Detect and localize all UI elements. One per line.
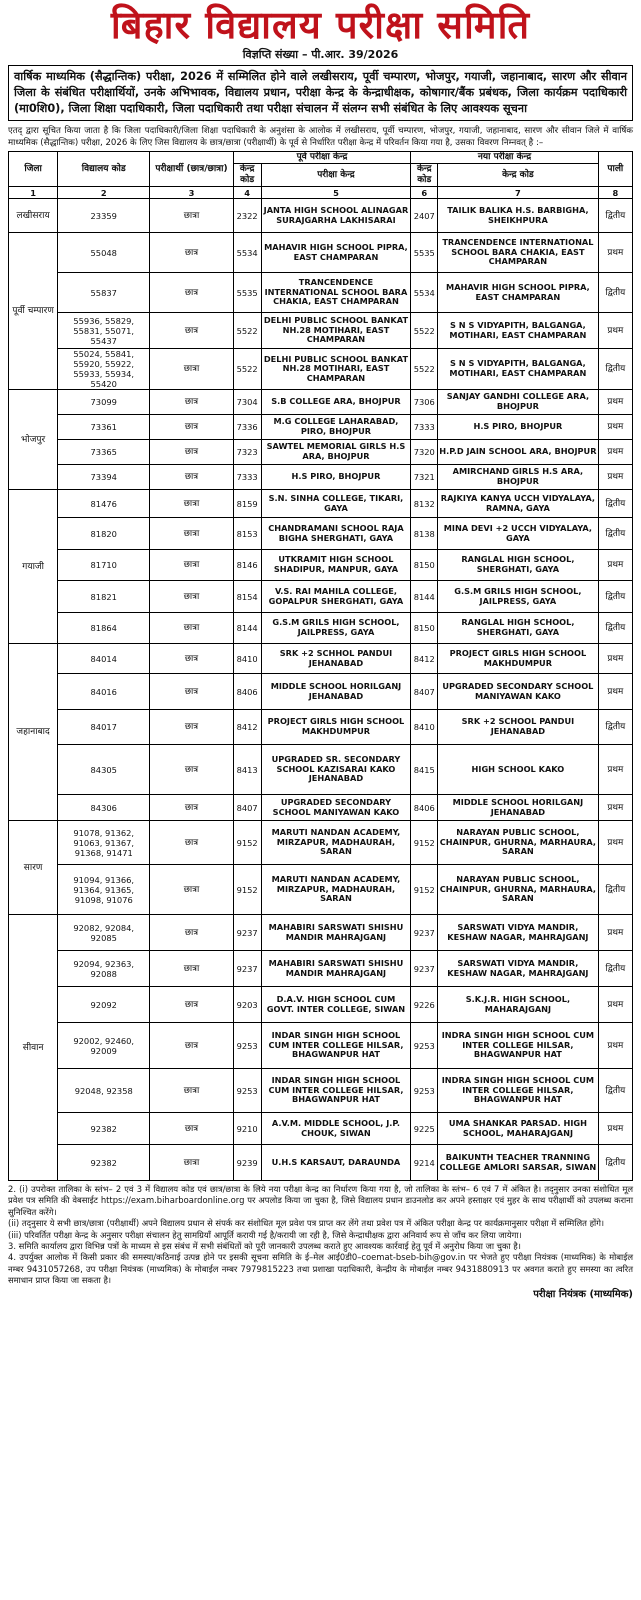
shift-cell: द्वितीय (598, 865, 632, 915)
shift-cell: प्रथम (598, 440, 632, 465)
new-center-code-cell: 9152 (411, 821, 438, 865)
school-code-cell: 55837 (58, 273, 150, 313)
prev-center-code-cell: 8406 (233, 674, 261, 710)
school-code-cell: 91094, 91366, 91364, 91365, 91098, 91076 (58, 865, 150, 915)
shift-cell: द्वितीय (598, 349, 632, 390)
examinee-cell: छात्र (150, 1023, 233, 1069)
school-code-cell: 84016 (58, 674, 150, 710)
table-row (9, 550, 633, 581)
shift-cell: प्रथम (598, 987, 632, 1023)
shift-cell: द्वितीय (598, 518, 632, 550)
prev-center-code-cell: 7304 (233, 390, 261, 415)
prev-center-code-cell: 8153 (233, 518, 261, 550)
district-cell: गयाजी (9, 490, 58, 644)
examinee-cell: छात्रा (150, 1069, 233, 1113)
notice-number: विज्ञप्ति संख्या – पी.आर. 39/2026 (242, 48, 399, 61)
new-center-code-cell: 9253 (411, 1023, 438, 1069)
examinee-cell: छात्र (150, 233, 233, 273)
examinee-cell: छात्र (150, 273, 233, 313)
new-center-code-cell: 9225 (411, 1113, 438, 1145)
new-center-code-cell: 9253 (411, 1069, 438, 1113)
table-row (9, 613, 633, 644)
examinee-cell: छात्र (150, 390, 233, 415)
new-center-name-cell: HIGH SCHOOL KAKO (438, 745, 599, 795)
new-center-name-cell: H.S PIRO, BHOJPUR (438, 415, 599, 440)
school-code-cell: 92092 (58, 987, 150, 1023)
table-row (9, 745, 633, 795)
prev-center-name-cell: UPGRADED SR. SECONDARY SCHOOL KAZISARAI KAKO JEHANABAD (261, 745, 411, 795)
prev-center-name-cell: SAWTEL MEMORIAL GIRLS H.S ARA, BHOJPUR (261, 440, 411, 465)
shift-cell: प्रथम (598, 313, 632, 349)
examinee-cell: छात्रा (150, 613, 233, 644)
column-number-row (9, 187, 633, 199)
footer-point-2-ii: (ii) तद्नुसार ये सभी छात्र/छात्रा (परीक्षार्थी) अपने विद्यालय प्रधान से संपर्क कर संशोधित मूल प्रवेश पत्र प्राप्त कर लेंगे तथा प्रवेश पत्र में अंकित परीक्षा केन्द्र पर कार्यक्रमानुसार परीक्षा में सम्मिलित होंगे। (8, 1218, 605, 1229)
prev-center-name-cell: UPGRADED SECONDARY SCHOOL MANIYAWAN KAKO (261, 795, 411, 821)
column-number: 3 (150, 187, 233, 199)
th-previous-center: पूर्व परीक्षा केन्द्र (233, 152, 411, 164)
prev-center-name-cell: MAHAVIR HIGH SCHOOL PIPRA, EAST CHAMPARAN (261, 233, 411, 273)
school-code-cell: 81820 (58, 518, 150, 550)
column-number: 8 (598, 187, 632, 199)
prev-center-code-cell: 8407 (233, 795, 261, 821)
new-center-name-cell: MAHAVIR HIGH SCHOOL PIPRA, EAST CHAMPARAN (438, 273, 599, 313)
column-number: 5 (261, 187, 411, 199)
prev-center-name-cell: PROJECT GIRLS HIGH SCHOOL MAKHDUMPUR (261, 710, 411, 745)
school-code-cell: 73394 (58, 465, 150, 490)
school-code-cell: 81864 (58, 613, 150, 644)
new-center-name-cell: RAJKIYA KANYA UCCH VIDYALAYA, RAMNA, GAYA (438, 490, 599, 518)
new-center-code-cell: 7320 (411, 440, 438, 465)
prev-center-code-cell: 2322 (233, 199, 261, 233)
column-number: 4 (233, 187, 261, 199)
new-center-name-cell: S.K.J.R. HIGH SCHOOL, MAHARAJGANJ (438, 987, 599, 1023)
shift-cell: द्वितीय (598, 581, 632, 613)
new-center-code-cell: 8412 (411, 644, 438, 674)
new-center-name-cell: BAIKUNTH TEACHER TRANNING COLLEGE AMLORI SARSAR, SIWAN (438, 1145, 599, 1181)
table-row (9, 1113, 633, 1145)
prev-center-name-cell: DELHI PUBLIC SCHOOL BANKAT NH.28 MOTIHARI, EAST CHAMPARAN (261, 349, 411, 390)
prev-center-code-cell: 9253 (233, 1023, 261, 1069)
new-center-code-cell: 7333 (411, 415, 438, 440)
footer-point-3: 3. समिति कार्यालय द्वारा विभिन्न पत्रों के माध्यम से इस संबंध में सभी संबंधितों को पूरी जानकारी उपलब्ध कराते हुए आवश्यक कार्रवाई हेतु पूर्व में अनुरोध किया जा चुका है। (8, 1241, 521, 1252)
new-center-name-cell: RANGLAL HIGH SCHOOL, SHERGHATI, GAYA (438, 613, 599, 644)
th-new-center-name: केन्द्र कोड (438, 164, 599, 187)
new-center-name-cell: SRK +2 SCHOOL PANDUI JEHANABAD (438, 710, 599, 745)
prev-center-code-cell: 8410 (233, 644, 261, 674)
table-row (9, 1145, 633, 1181)
new-center-code-cell: 5522 (411, 349, 438, 390)
examinee-cell: छात्र (150, 710, 233, 745)
prev-center-code-cell: 8412 (233, 710, 261, 745)
examinee-cell: छात्रा (150, 518, 233, 550)
new-center-name-cell: SARSWATI VIDYA MANDIR, KESHAW NAGAR, MAHRAJGANJ (438, 951, 599, 987)
examinee-cell: छात्र (150, 674, 233, 710)
prev-center-name-cell: S.B COLLEGE ARA, BHOJPUR (261, 390, 411, 415)
new-center-code-cell: 7306 (411, 390, 438, 415)
prev-center-name-cell: MARUTI NANDAN ACADEMY, MIRZAPUR, MADHAURAH, SARAN (261, 865, 411, 915)
new-center-name-cell: RANGLAL HIGH SCHOOL, SHERGHATI, GAYA (438, 550, 599, 581)
new-center-code-cell: 5534 (411, 273, 438, 313)
prev-center-name-cell: MIDDLE SCHOOL HORILGANJ JEHANABAD (261, 674, 411, 710)
new-center-name-cell: SANJAY GANDHI COLLEGE ARA, BHOJPUR (438, 390, 599, 415)
prev-center-code-cell: 8413 (233, 745, 261, 795)
school-code-cell: 73361 (58, 415, 150, 440)
prev-center-code-cell: 9152 (233, 865, 261, 915)
table-row (9, 349, 633, 390)
table-row (9, 518, 633, 550)
prev-center-code-cell: 5534 (233, 233, 261, 273)
prev-center-name-cell: MAHABIRI SARSWATI SHISHU MANDIR MAHRAJGANJ (261, 915, 411, 951)
notice-footer (8, 1184, 633, 1300)
examinee-cell: छात्रा (150, 581, 233, 613)
district-cell: सारण (9, 821, 58, 915)
new-center-name-cell: PROJECT GIRLS HIGH SCHOOL MAKHDUMPUR (438, 644, 599, 674)
shift-cell: द्वितीय (598, 951, 632, 987)
board-title: बिहार विद्यालय परीक्षा समिति (110, 2, 531, 47)
shift-cell: प्रथम (598, 550, 632, 581)
prev-center-name-cell: A.V.M. MIDDLE SCHOOL, J.P. CHOUK, SIWAN (261, 1113, 411, 1145)
shift-cell: प्रथम (598, 915, 632, 951)
new-center-code-cell: 9152 (411, 865, 438, 915)
new-center-name-cell: S N S VIDYAPITH, BALGANGA, MOTIHARI, EAST CHAMPARAN (438, 313, 599, 349)
shift-cell: प्रथम (598, 821, 632, 865)
school-code-cell: 55024, 55841, 55920, 55922, 55933, 55934, 55420 (58, 349, 150, 390)
th-school-code: विद्यालय कोड (58, 152, 150, 187)
table-row (9, 313, 633, 349)
table-row (9, 1069, 633, 1113)
prev-center-code-cell: 9237 (233, 951, 261, 987)
examinee-cell: छात्रा (150, 865, 233, 915)
examinee-cell: छात्रा (150, 490, 233, 518)
examinee-cell: छात्र (150, 915, 233, 951)
district-cell: लखीसराय (9, 199, 58, 233)
prev-center-name-cell: MARUTI NANDAN ACADEMY, MIRZAPUR, MADHAURAH, SARAN (261, 821, 411, 865)
prev-center-code-cell: 8154 (233, 581, 261, 613)
school-code-cell: 91078, 91362, 91063, 91367, 91368, 91471 (58, 821, 150, 865)
table-row (9, 415, 633, 440)
table-row (9, 581, 633, 613)
shift-cell: द्वितीय (598, 1069, 632, 1113)
table-row (9, 440, 633, 465)
prev-center-name-cell: DELHI PUBLIC SCHOOL BANKAT NH.28 MOTIHARI, EAST CHAMPARAN (261, 313, 411, 349)
new-center-code-cell: 8150 (411, 613, 438, 644)
school-code-cell: 73099 (58, 390, 150, 415)
signature: परीक्षा नियंत्रक (माध्यमिक) (533, 1288, 633, 1300)
new-center-code-cell: 8406 (411, 795, 438, 821)
district-cell: सीवान (9, 915, 58, 1181)
prev-center-name-cell: SRK +2 SCHHOL PANDUI JEHANABAD (261, 644, 411, 674)
table-row (9, 915, 633, 951)
column-number: 1 (9, 187, 58, 199)
prev-center-name-cell: INDAR SINGH HIGH SCHOOL CUM INTER COLLEGE HILSAR, BHAGWANPUR HAT (261, 1069, 411, 1113)
shift-cell: प्रथम (598, 415, 632, 440)
footer-point-4: 4. उपर्युक्त आलोक में किसी प्रकार की समस्या/कठिनाई उत्पन्न होने पर इसकी सूचना समिति के ई–मेल आई0डी0–coemat-bseb-bih@gov.in पर भेजते हुए परीक्षा नियंत्रक (माध्यमिक) के मोबाईल नम्बर 9431057268, उप परीक्षा नियंत्रक (माध्यमिक) के मोबाईल नम्बर 7979815223 तथा प्रशाखा पदाधिकारी, केन्द्रीय के मोबाईल नम्बर 9431880913 पर अवगत कराते हुए समस्या का त्वरित समाधान प्राप्त किया जा सकता है। (8, 1252, 633, 1286)
notice-subject: वार्षिक माध्यमिक (सैद्धान्तिक) परीक्षा, 2026 में सम्मिलित होने वाले लखीसराय, पूर्वी चम्पारण, भोजपुर, गयाजी, जहानाबाद, सारण और सीवान जिला के संबंधित परीक्षार्थियों, उनके अभिभावक, विद्यालय प्रधान, परीक्षा केन्द्र के केन्द्राधीक्षक, कोषागार/बैंक प्रबंधक, जिला कार्यक्रम पदाधिकारी (मा0शि0), जिला शिक्षा पदाधिकारी, जिला पदाधिकारी तथा परीक्षा संचालन में संलग्न सभी संबंधित के लिए आवश्यक सूचना (8, 65, 633, 121)
examinee-cell: छात्रा (150, 1145, 233, 1181)
table-row (9, 1023, 633, 1069)
prev-center-code-cell: 9210 (233, 1113, 261, 1145)
table-row (9, 821, 633, 865)
prev-center-code-cell: 9203 (233, 987, 261, 1023)
th-prev-center-name: परीक्षा केन्द्र (261, 164, 411, 187)
new-center-name-cell: UMA SHANKAR PARSAD. HIGH SCHOOL, MAHARAJGANJ (438, 1113, 599, 1145)
new-center-name-cell: INDRA SINGH HIGH SCHOOL CUM INTER COLLEGE HILSAR, BHAGWANPUR HAT (438, 1023, 599, 1069)
notice-intro: एतद् द्वारा सूचित किया जाता है कि जिला पदाधिकारी/जिला शिक्षा पदाधिकारी के अनुशंसा के आलोक में लखीसराय, पूर्वी चम्पारण, भोजपुर, गयाजी, जहानाबाद, सारण और सीवान जिले में वार्षिक माध्यमिक (सैद्धान्तिक) परीक्षा, 2026 के लिए जिस विद्यालय के छात्र/छात्रा (परीक्षार्थी) के पूर्व से निर्धारित परीक्षा केन्द्र में परिवर्तन किया गया है, उसका विवरण निम्नवत् है :– (8, 126, 633, 148)
school-code-cell: 92082, 92084, 92085 (58, 915, 150, 951)
table-row (9, 390, 633, 415)
th-new-center-code: केन्द्र कोड (411, 164, 438, 187)
new-center-name-cell: H.P.D JAIN SCHOOL ARA, BHOJPUR (438, 440, 599, 465)
table-row (9, 951, 633, 987)
school-code-cell: 84014 (58, 644, 150, 674)
district-cell: भोजपुर (9, 390, 58, 490)
shift-cell: द्वितीय (598, 199, 632, 233)
column-number: 2 (58, 187, 150, 199)
new-center-name-cell: NARAYAN PUBLIC SCHOOL, CHAINPUR, GHURNA, MARHAURA, SARAN (438, 865, 599, 915)
new-center-name-cell: UPGRADED SECONDARY SCHOOL MANIYAWAN KAKO (438, 674, 599, 710)
prev-center-code-cell: 7336 (233, 415, 261, 440)
examinee-cell: छात्र (150, 440, 233, 465)
new-center-name-cell: AMIRCHAND GIRLS H.S ARA, BHOJPUR (438, 465, 599, 490)
prev-center-name-cell: U.H.S KARSAUT, DARAUNDA (261, 1145, 411, 1181)
shift-cell: प्रथम (598, 674, 632, 710)
shift-cell: प्रथम (598, 745, 632, 795)
prev-center-code-cell: 9237 (233, 915, 261, 951)
new-center-code-cell: 5522 (411, 313, 438, 349)
prev-center-name-cell: MAHABIRI SARSWATI SHISHU MANDIR MAHRAJGANJ (261, 951, 411, 987)
table-row (9, 795, 633, 821)
school-code-cell: 55936, 55829, 55831, 55071, 55437 (58, 313, 150, 349)
examinee-cell: छात्र (150, 465, 233, 490)
shift-cell: प्रथम (598, 390, 632, 415)
examinee-cell: छात्रा (150, 349, 233, 390)
prev-center-name-cell: TRANCENDENCE INTERNATIONAL SCHOOL BARA CHAKIA, EAST CHAMPARAN (261, 273, 411, 313)
new-center-code-cell: 8132 (411, 490, 438, 518)
prev-center-name-cell: M.G COLLEGE LAHARABAD, PIRO, BHOJPUR (261, 415, 411, 440)
notice-page (8, 0, 633, 1300)
shift-cell: प्रथम (598, 1023, 632, 1069)
prev-center-code-cell: 8146 (233, 550, 261, 581)
prev-center-name-cell: H.S PIRO, BHOJPUR (261, 465, 411, 490)
th-new-center: नया परीक्षा केन्द्र (411, 152, 598, 164)
prev-center-code-cell: 8144 (233, 613, 261, 644)
examinee-cell: छात्र (150, 795, 233, 821)
new-center-code-cell: 9237 (411, 915, 438, 951)
school-code-cell: 84305 (58, 745, 150, 795)
shift-cell: द्वितीय (598, 613, 632, 644)
school-code-cell: 81476 (58, 490, 150, 518)
new-center-code-cell: 2407 (411, 199, 438, 233)
prev-center-code-cell: 5522 (233, 313, 261, 349)
district-cell: जहानाबाद (9, 644, 58, 821)
prev-center-name-cell: CHANDRAMANI SCHOOL RAJA BIGHA SHERGHATI, GAYA (261, 518, 411, 550)
new-center-code-cell: 8407 (411, 674, 438, 710)
shift-cell: प्रथम (598, 795, 632, 821)
examinee-cell: छात्र (150, 987, 233, 1023)
new-center-code-cell: 7321 (411, 465, 438, 490)
table-row (9, 674, 633, 710)
new-center-code-cell: 8410 (411, 710, 438, 745)
new-center-name-cell: S N S VIDYAPITH, BALGANGA, MOTIHARI, EAST CHAMPARAN (438, 349, 599, 390)
prev-center-code-cell: 5535 (233, 273, 261, 313)
school-code-cell: 92048, 92358 (58, 1069, 150, 1113)
new-center-code-cell: 8144 (411, 581, 438, 613)
new-center-code-cell: 8150 (411, 550, 438, 581)
new-center-name-cell: SARSWATI VIDYA MANDIR, KESHAW NAGAR, MAHRAJGANJ (438, 915, 599, 951)
examinee-cell: छात्रा (150, 550, 233, 581)
school-code-cell: 81821 (58, 581, 150, 613)
school-code-cell: 23359 (58, 199, 150, 233)
th-shift: पाली (598, 152, 632, 187)
examinee-cell: छात्र (150, 821, 233, 865)
shift-cell: द्वितीय (598, 273, 632, 313)
school-code-cell: 84306 (58, 795, 150, 821)
table-row (9, 710, 633, 745)
examinee-cell: छात्र (150, 313, 233, 349)
school-code-cell: 92382 (58, 1145, 150, 1181)
center-change-table (8, 151, 633, 1181)
examinee-cell: छात्रा (150, 951, 233, 987)
prev-center-name-cell: UTKRAMIT HIGH SCHOOL SHADIPUR, MANPUR, GAYA (261, 550, 411, 581)
school-code-cell: 81710 (58, 550, 150, 581)
examinee-cell: छात्र (150, 745, 233, 795)
footer-point-2-i: 2. (i) उपरोक्त तालिका के स्तंभ– 2 एवं 3 में विद्यालय कोड एवं छात्र/छात्रा के लिये नया परीक्षा केन्द्र का निर्धारण किया गया है, जो तालिका के स्तंभ– 6 एवं 7 में अंकित है। तद्नुसार उनका संशोधित मूल प्रवेश पत्र समिति की वेबसाईट https://exam.biharboardonline.org पर अपलोड किया जा चुका है, जिसे विद्यालय प्रधान डाउनलोड कर अपने हस्ताक्षर एवं मुहर के साथ परीक्षार्थी को उपलब्ध कराना सुनिश्चित करेंगे। (8, 1184, 633, 1217)
new-center-name-cell: INDRA SINGH HIGH SCHOOL CUM INTER COLLEGE HILSAR, BHAGWANPUR HAT (438, 1069, 599, 1113)
new-center-code-cell: 5535 (411, 233, 438, 273)
school-code-cell: 92094, 92363, 92088 (58, 951, 150, 987)
table-row (9, 644, 633, 674)
examinee-cell: छात्रा (150, 199, 233, 233)
shift-cell: प्रथम (598, 465, 632, 490)
examinee-cell: छात्र (150, 1113, 233, 1145)
school-code-cell: 84017 (58, 710, 150, 745)
column-number: 7 (438, 187, 599, 199)
new-center-code-cell: 9214 (411, 1145, 438, 1181)
new-center-code-cell: 8415 (411, 745, 438, 795)
prev-center-name-cell: S.N. SINHA COLLEGE, TIKARI, GAYA (261, 490, 411, 518)
new-center-code-cell: 9237 (411, 951, 438, 987)
new-center-code-cell: 9226 (411, 987, 438, 1023)
shift-cell: द्वितीय (598, 1145, 632, 1181)
prev-center-name-cell: INDAR SINGH HIGH SCHOOL CUM INTER COLLEGE HILSAR, BHAGWANPUR HAT (261, 1023, 411, 1069)
school-code-cell: 92382 (58, 1113, 150, 1145)
new-center-name-cell: TAILIK BALIKA H.S. BARBIGHA, SHEIKHPURA (438, 199, 599, 233)
table-row (9, 490, 633, 518)
school-code-cell: 73365 (58, 440, 150, 465)
th-prev-center-code: केन्द्र कोड (233, 164, 261, 187)
new-center-code-cell: 8138 (411, 518, 438, 550)
prev-center-name-cell: JANTA HIGH SCHOOL ALINAGAR SURAJGARHA LAKHISARAI (261, 199, 411, 233)
examinee-cell: छात्र (150, 644, 233, 674)
new-center-name-cell: G.S.M GRILS HIGH SCHOOL, JAILPRESS, GAYA (438, 581, 599, 613)
shift-cell: प्रथम (598, 644, 632, 674)
table-row (9, 273, 633, 313)
prev-center-name-cell: D.A.V. HIGH SCHOOL CUM GOVT. INTER COLLEGE, SIWAN (261, 987, 411, 1023)
th-examinee: परीक्षार्थी (छात्र/छात्रा) (150, 152, 233, 187)
district-cell: पूर्वी चम्पारण (9, 233, 58, 390)
shift-cell: द्वितीय (598, 710, 632, 745)
shift-cell: द्वितीय (598, 490, 632, 518)
prev-center-code-cell: 5522 (233, 349, 261, 390)
prev-center-code-cell: 7323 (233, 440, 261, 465)
table-body (9, 199, 633, 1181)
school-code-cell: 92002, 92460, 92009 (58, 1023, 150, 1069)
th-district: जिला (9, 152, 58, 187)
prev-center-code-cell: 9152 (233, 821, 261, 865)
column-number: 6 (411, 187, 438, 199)
new-center-name-cell: MIDDLE SCHOOL HORILGANJ JEHANABAD (438, 795, 599, 821)
prev-center-code-cell: 7333 (233, 465, 261, 490)
table-row (9, 465, 633, 490)
prev-center-code-cell: 9239 (233, 1145, 261, 1181)
new-center-name-cell: MINA DEVI +2 UCCH VIDYALAYA, GAYA (438, 518, 599, 550)
shift-cell: प्रथम (598, 233, 632, 273)
table-row (9, 987, 633, 1023)
table-row (9, 233, 633, 273)
examinee-cell: छात्र (150, 415, 233, 440)
prev-center-name-cell: V.S. RAI MAHILA COLLEGE, GOPALPUR SHERGHATI, GAYA (261, 581, 411, 613)
prev-center-code-cell: 8159 (233, 490, 261, 518)
footer-point-2-iii: (iii) परिवर्तित परीक्षा केन्द्र के अनुसार परीक्षा संचालन हेतु सामग्रियाँ आपूर्ति करायी गई है/करायी जा रही है, जिसे केन्द्राधीक्षक द्वारा अनिवार्य रूप से जाँच कर लिया जायेगा। (8, 1229, 522, 1240)
table-row (9, 865, 633, 915)
shift-cell: प्रथम (598, 1113, 632, 1145)
school-code-cell: 55048 (58, 233, 150, 273)
prev-center-name-cell: G.S.M GRILS HIGH SCHOOL, JAILPRESS, GAYA (261, 613, 411, 644)
table-row (9, 199, 633, 233)
new-center-name-cell: TRANCENDENCE INTERNATIONAL SCHOOL BARA CHAKIA, EAST CHAMPARAN (438, 233, 599, 273)
prev-center-code-cell: 9253 (233, 1069, 261, 1113)
new-center-name-cell: NARAYAN PUBLIC SCHOOL, CHAINPUR, GHURNA, MARHAURA, SARAN (438, 821, 599, 865)
